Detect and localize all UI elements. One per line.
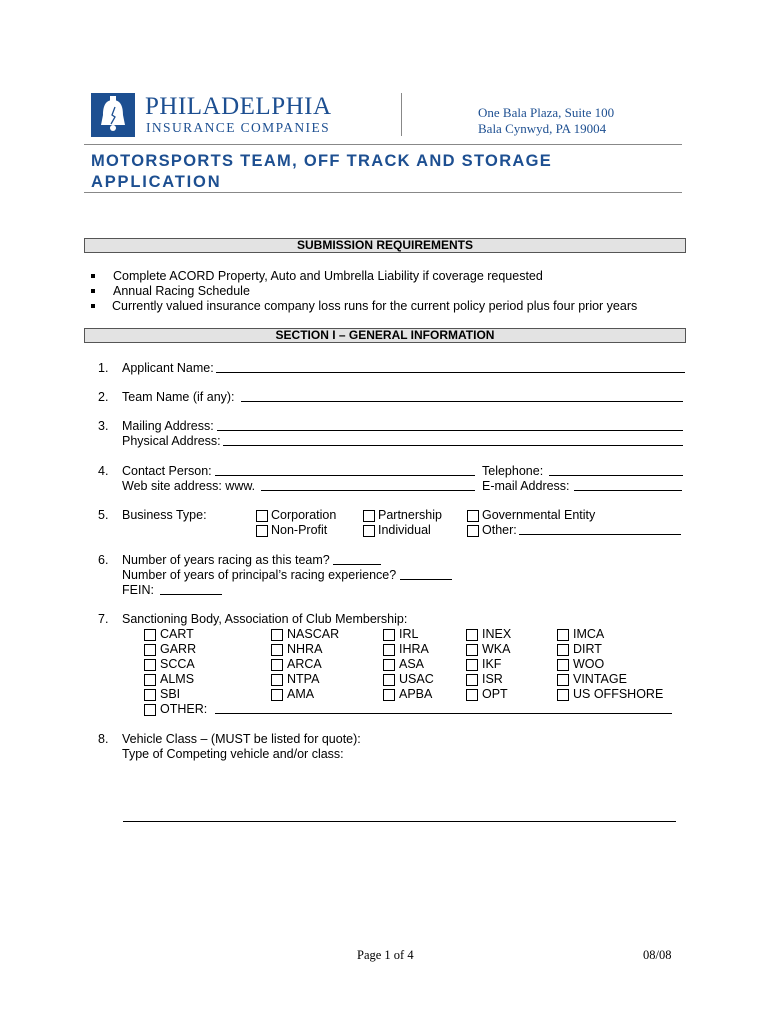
nhra-label: NHRA: [287, 642, 323, 656]
opt-label: OPT: [482, 687, 508, 701]
imca-checkbox[interactable]: [557, 629, 569, 641]
applicant-name-label: Applicant Name:: [122, 361, 214, 375]
usac-checkbox[interactable]: [383, 674, 395, 686]
years-principal-label: Number of years of principal’s racing experience?: [122, 568, 397, 582]
q5-number: 5.: [98, 508, 109, 522]
other-sanction-field[interactable]: [215, 713, 672, 714]
sbi-checkbox[interactable]: [144, 689, 156, 701]
vehicle-class-label: Vehicle Class – (MUST be listed for quote):: [122, 732, 361, 746]
nhra-checkbox[interactable]: [271, 644, 283, 656]
isr-checkbox[interactable]: [466, 674, 478, 686]
section1-heading: SECTION I – GENERAL INFORMATION: [84, 328, 686, 343]
alms-label: ALMS: [160, 672, 195, 686]
governmental-entity-checkbox[interactable]: [467, 510, 479, 522]
header-divider: [401, 93, 402, 136]
corporation-checkbox[interactable]: [256, 510, 268, 522]
nascar-label: NASCAR: [287, 627, 340, 641]
other-business-checkbox[interactable]: [467, 525, 479, 537]
contact-person-field[interactable]: [215, 475, 475, 476]
q7-number: 7.: [98, 612, 109, 626]
alms-checkbox[interactable]: [144, 674, 156, 686]
bullet-icon: [91, 274, 95, 278]
ntpa-label: NTPA: [287, 672, 320, 686]
telephone-label: Telephone:: [482, 464, 544, 478]
fein-field[interactable]: [160, 594, 222, 595]
corporation-label: Corporation: [271, 508, 337, 522]
other-business-label: Other:: [482, 523, 517, 537]
nascar-checkbox[interactable]: [271, 629, 283, 641]
competing-vehicle-label: Type of Competing vehicle and/or class:: [122, 747, 344, 761]
physical-address-label: Physical Address:: [122, 434, 221, 448]
page-title-line1: MOTORSPORTS TEAM, OFF TRACK AND STORAGE: [91, 152, 553, 170]
title-rule-top: [84, 144, 682, 145]
page-title-line2: APPLICATION: [91, 173, 222, 191]
physical-address-field[interactable]: [223, 445, 683, 446]
opt-checkbox[interactable]: [466, 689, 478, 701]
partnership-label: Partnership: [378, 508, 442, 522]
company-logo: [91, 93, 351, 139]
contact-person-label: Contact Person:: [122, 464, 212, 478]
team-name-field[interactable]: [241, 401, 683, 402]
imca-label: IMCA: [573, 627, 605, 641]
governmental-entity-label: Governmental Entity: [482, 508, 596, 522]
address-line-1: One Bala Plaza, Suite 100: [478, 105, 615, 120]
q4-number: 4.: [98, 464, 109, 478]
logo-word-philadelphia: PHILADELPHIA: [145, 93, 332, 120]
asa-checkbox[interactable]: [383, 659, 395, 671]
title-rule-bottom: [84, 192, 682, 193]
isr-label: ISR: [482, 672, 503, 686]
bullet-icon: [91, 304, 95, 308]
wka-label: WKA: [482, 642, 511, 656]
us-offshore-checkbox[interactable]: [557, 689, 569, 701]
mailing-address-field[interactable]: [217, 430, 683, 431]
submission-requirements-heading: SUBMISSION REQUIREMENTS: [84, 238, 686, 253]
usac-label: USAC: [399, 672, 434, 686]
mailing-address-label: Mailing Address:: [122, 419, 214, 433]
ntpa-checkbox[interactable]: [271, 674, 283, 686]
ihra-label: IHRA: [399, 642, 429, 656]
vintage-checkbox[interactable]: [557, 674, 569, 686]
scca-label: SCCA: [160, 657, 195, 671]
website-label: Web site address: www.: [122, 479, 256, 493]
requirement-item: Complete ACORD Property, Auto and Umbrella Liability if coverage requested: [113, 269, 543, 283]
non-profit-label: Non-Profit: [271, 523, 328, 537]
inex-label: INEX: [482, 627, 512, 641]
ikf-checkbox[interactable]: [466, 659, 478, 671]
individual-checkbox[interactable]: [363, 525, 375, 537]
telephone-field[interactable]: [549, 475, 683, 476]
email-label: E-mail Address:: [482, 479, 570, 493]
arca-label: ARCA: [287, 657, 322, 671]
dirt-checkbox[interactable]: [557, 644, 569, 656]
ama-checkbox[interactable]: [271, 689, 283, 701]
sbi-label: SBI: [160, 687, 181, 701]
ikf-label: IKF: [482, 657, 502, 671]
arca-checkbox[interactable]: [271, 659, 283, 671]
email-field[interactable]: [574, 490, 682, 491]
partnership-checkbox[interactable]: [363, 510, 375, 522]
irl-checkbox[interactable]: [383, 629, 395, 641]
address-line-2: Bala Cynwyd, PA 19004: [478, 121, 607, 136]
business-type-label: Business Type:: [122, 508, 207, 522]
liberty-bell-icon: [91, 93, 135, 137]
apba-checkbox[interactable]: [383, 689, 395, 701]
applicant-name-field[interactable]: [216, 372, 685, 373]
cart-label: CART: [160, 627, 194, 641]
vintage-label: VINTAGE: [573, 672, 627, 686]
page-number: Page 1 of 4: [357, 948, 414, 962]
individual-label: Individual: [378, 523, 431, 537]
woo-label: WOO: [573, 657, 605, 671]
apba-label: APBA: [399, 687, 433, 701]
years-team-label: Number of years racing as this team?: [122, 553, 330, 567]
other-sanction-checkbox[interactable]: [144, 704, 156, 716]
woo-checkbox[interactable]: [557, 659, 569, 671]
q8-number: 8.: [98, 732, 109, 746]
wka-checkbox[interactable]: [466, 644, 478, 656]
vehicle-class-field[interactable]: [123, 821, 676, 822]
q1-number: 1.: [98, 361, 109, 375]
fein-label: FEIN:: [122, 583, 154, 597]
requirement-item: Annual Racing Schedule: [113, 284, 250, 298]
non-profit-checkbox[interactable]: [256, 525, 268, 537]
team-name-label: Team Name (if any):: [122, 390, 235, 404]
garr-label: GARR: [160, 642, 197, 656]
dirt-label: DIRT: [573, 642, 602, 656]
ihra-checkbox[interactable]: [383, 644, 395, 656]
cart-checkbox[interactable]: [144, 629, 156, 641]
inex-checkbox[interactable]: [466, 629, 478, 641]
years-principal-field[interactable]: [400, 579, 452, 580]
bullet-icon: [91, 289, 95, 293]
asa-label: ASA: [399, 657, 425, 671]
logo-word-insurance: INSURANCE COMPANIES: [146, 120, 331, 135]
garr-checkbox[interactable]: [144, 644, 156, 656]
ama-label: AMA: [287, 687, 315, 701]
us-offshore-label: US OFFSHORE: [573, 687, 664, 701]
sanctioning-body-label: Sanctioning Body, Association of Club Membership:: [122, 612, 408, 626]
form-date: 08/08: [643, 948, 672, 962]
irl-label: IRL: [399, 627, 419, 641]
other-business-field[interactable]: [519, 534, 681, 535]
q2-number: 2.: [98, 390, 109, 404]
website-field[interactable]: [261, 490, 475, 491]
scca-checkbox[interactable]: [144, 659, 156, 671]
q3-number: 3.: [98, 419, 109, 433]
years-team-field[interactable]: [333, 564, 381, 565]
q6-number: 6.: [98, 553, 109, 567]
other-sanction-label: OTHER:: [160, 702, 208, 716]
requirement-item: Currently valued insurance company loss runs for the current policy period plus four prior years: [112, 299, 638, 313]
